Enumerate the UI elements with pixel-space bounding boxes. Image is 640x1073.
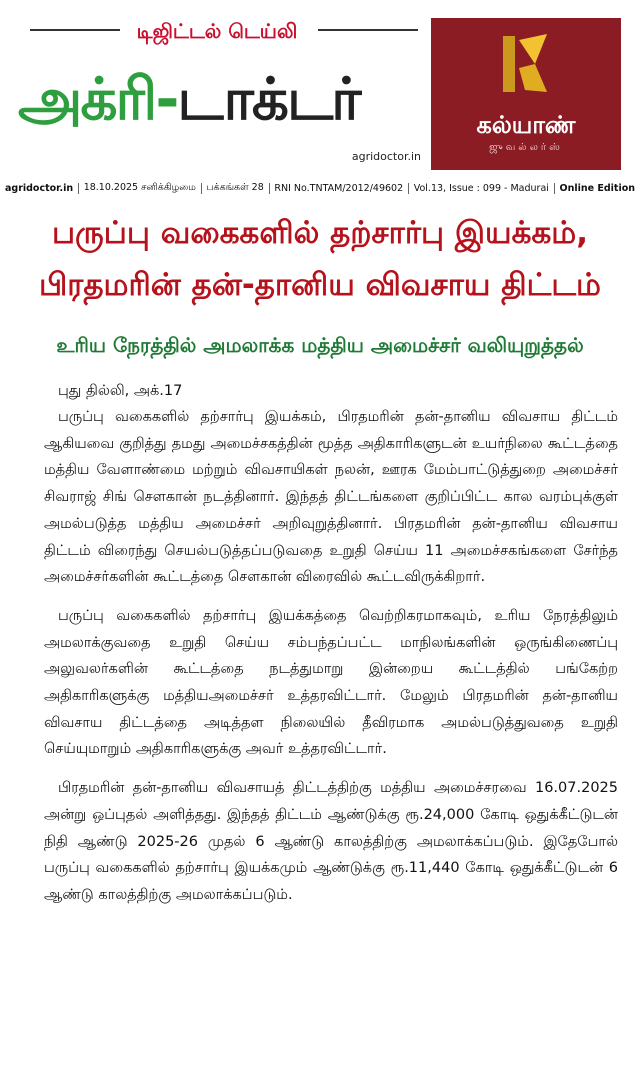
issue-info-bar xyxy=(0,176,640,200)
tagline-rule-right xyxy=(318,29,418,31)
ad-brand-subtitle: ஜுவல்லர்ஸ் xyxy=(489,142,563,153)
dateline: புது தில்லி, அக்.17 xyxy=(58,383,183,399)
newspaper-logo xyxy=(18,52,423,146)
info-edition: Online Edition xyxy=(559,182,636,194)
kalyan-jewellers-ad[interactable] xyxy=(431,18,621,170)
article-body xyxy=(44,378,618,909)
logo-part-doctor: டாக்டர் xyxy=(177,65,360,133)
info-volume: Vol.13, Issue : 099 - Madurai xyxy=(413,182,549,194)
kalyan-emblem-icon xyxy=(501,30,553,96)
article-paragraph: பருப்பு வகைகளில் தற்சார்பு இயக்கத்தை வெற்றிகரமாகவும், உரிய நேரத்திலும் அமலாக்குவதை உறுதி செய்ய சம்பந்தப்பட்ட மாநிலங்களின் ஒருங்கிணைப்பு அலுவலர்களின் கூட்டத்தை நடத்துமாறு இன்றைய கூட்டத்தில் பங்கேற்ற அதிகாரிகளுக்கு மத்தியஅமைச்சர் உத்தரவிட்டார். மேலும் பிரதமரின் தன்-தானிய விவசாய திட்டத்தை அடித்தள நிலையில் தீவிரமாக அமல்படுத்துவதை உறுதி செய்யுமாறும் அதிகாரிகளுக்கு அவர் உத்தரவிட்டார். xyxy=(44,607,618,758)
masthead-tagline: டிஜிட்டல் டெய்லி xyxy=(136,19,298,43)
tagline-rule-left xyxy=(30,29,120,31)
info-pages: பக்கங்கள் 28 xyxy=(206,182,264,193)
headline-line-2: பிரதமரின் தன்-தானிய விவசாய திட்டம் xyxy=(39,267,601,303)
info-site: agridoctor.in xyxy=(4,182,74,194)
newspaper-logo-block xyxy=(18,12,423,172)
masthead xyxy=(0,0,640,176)
logo-dash: - xyxy=(155,65,178,133)
headline-line-1: பருப்பு வகைகளில் தற்சார்பு இயக்கம், xyxy=(51,215,588,251)
ad-brand-name: கல்யாண் xyxy=(476,111,576,139)
masthead-site-url: agridoctor.in xyxy=(351,150,421,163)
article-paragraph: பருப்பு வகைகளில் தற்சார்பு இயக்கம், பிரதமரின் தன்-தானிய விவசாய திட்டம் ஆகியவை குறித்து தமது அமைச்சகத்தின் மூத்த அதிகாரிகளுடன் உயர்நிலை கூட்டத்தை மத்திய வேளாண்மை மற்றும் விவசாயிகள் நலன், ஊரக மேம்பாட்டுத்துறை அமைச்சர் சிவராஜ் சிங் சௌகான் நடத்தினார். இந்தத் திட்டங்களை குறிப்பிட்ட கால வரம்புக்குள் அமல்படுத்த மத்திய அமைச்சர் அறிவுறுத்தினார். பிரதமரின் தன்-தானிய விவசாய திட்டம் விரைந்து செயல்படுத்தப்படுவதை உறுதி செய்ய 11 அமைச்சகங்களை சேர்ந்த அமைச்சர்களின் கூட்டத்தை சௌகான் விரைவில் கூட்டவிருக்கிறார். xyxy=(44,409,618,586)
logo-part-agri: அக்ரி xyxy=(18,65,156,133)
tagline-block xyxy=(18,12,418,48)
info-date: 18.10.2025 சனிக்கிழமை xyxy=(83,182,196,193)
info-rni: RNI No.TNTAM/2012/49602 xyxy=(274,182,404,194)
article-paragraph: பிரதமரின் தன்-தானிய விவசாயத் திட்டத்திற்கு மத்திய அமைச்சரவை 16.07.2025 அன்று ஒப்புதல் அளித்தது. இந்தத் திட்டம் ஆண்டுக்கு ரூ.24,000 கோடி ஒதுக்கீட்டுடன் நிதி ஆண்டு 2025-26 முதல் 6 ஆண்டு காலத்திற்கு அமலாக்கப்படும். இதேபோல் பருப்பு வகைகளில் தற்சார்பு இயக்கமும் ஆண்டுக்கு ரூ.11,440 கோடி ஒதுக்கீட்டுடன் 6 ஆண்டு காலத்திற்கு அமலாக்கப்படும். xyxy=(44,780,618,903)
subheadline: உரிய நேரத்தில் அமலாக்க மத்திய அமைச்சர் வலியுறுத்தல் xyxy=(56,333,584,357)
